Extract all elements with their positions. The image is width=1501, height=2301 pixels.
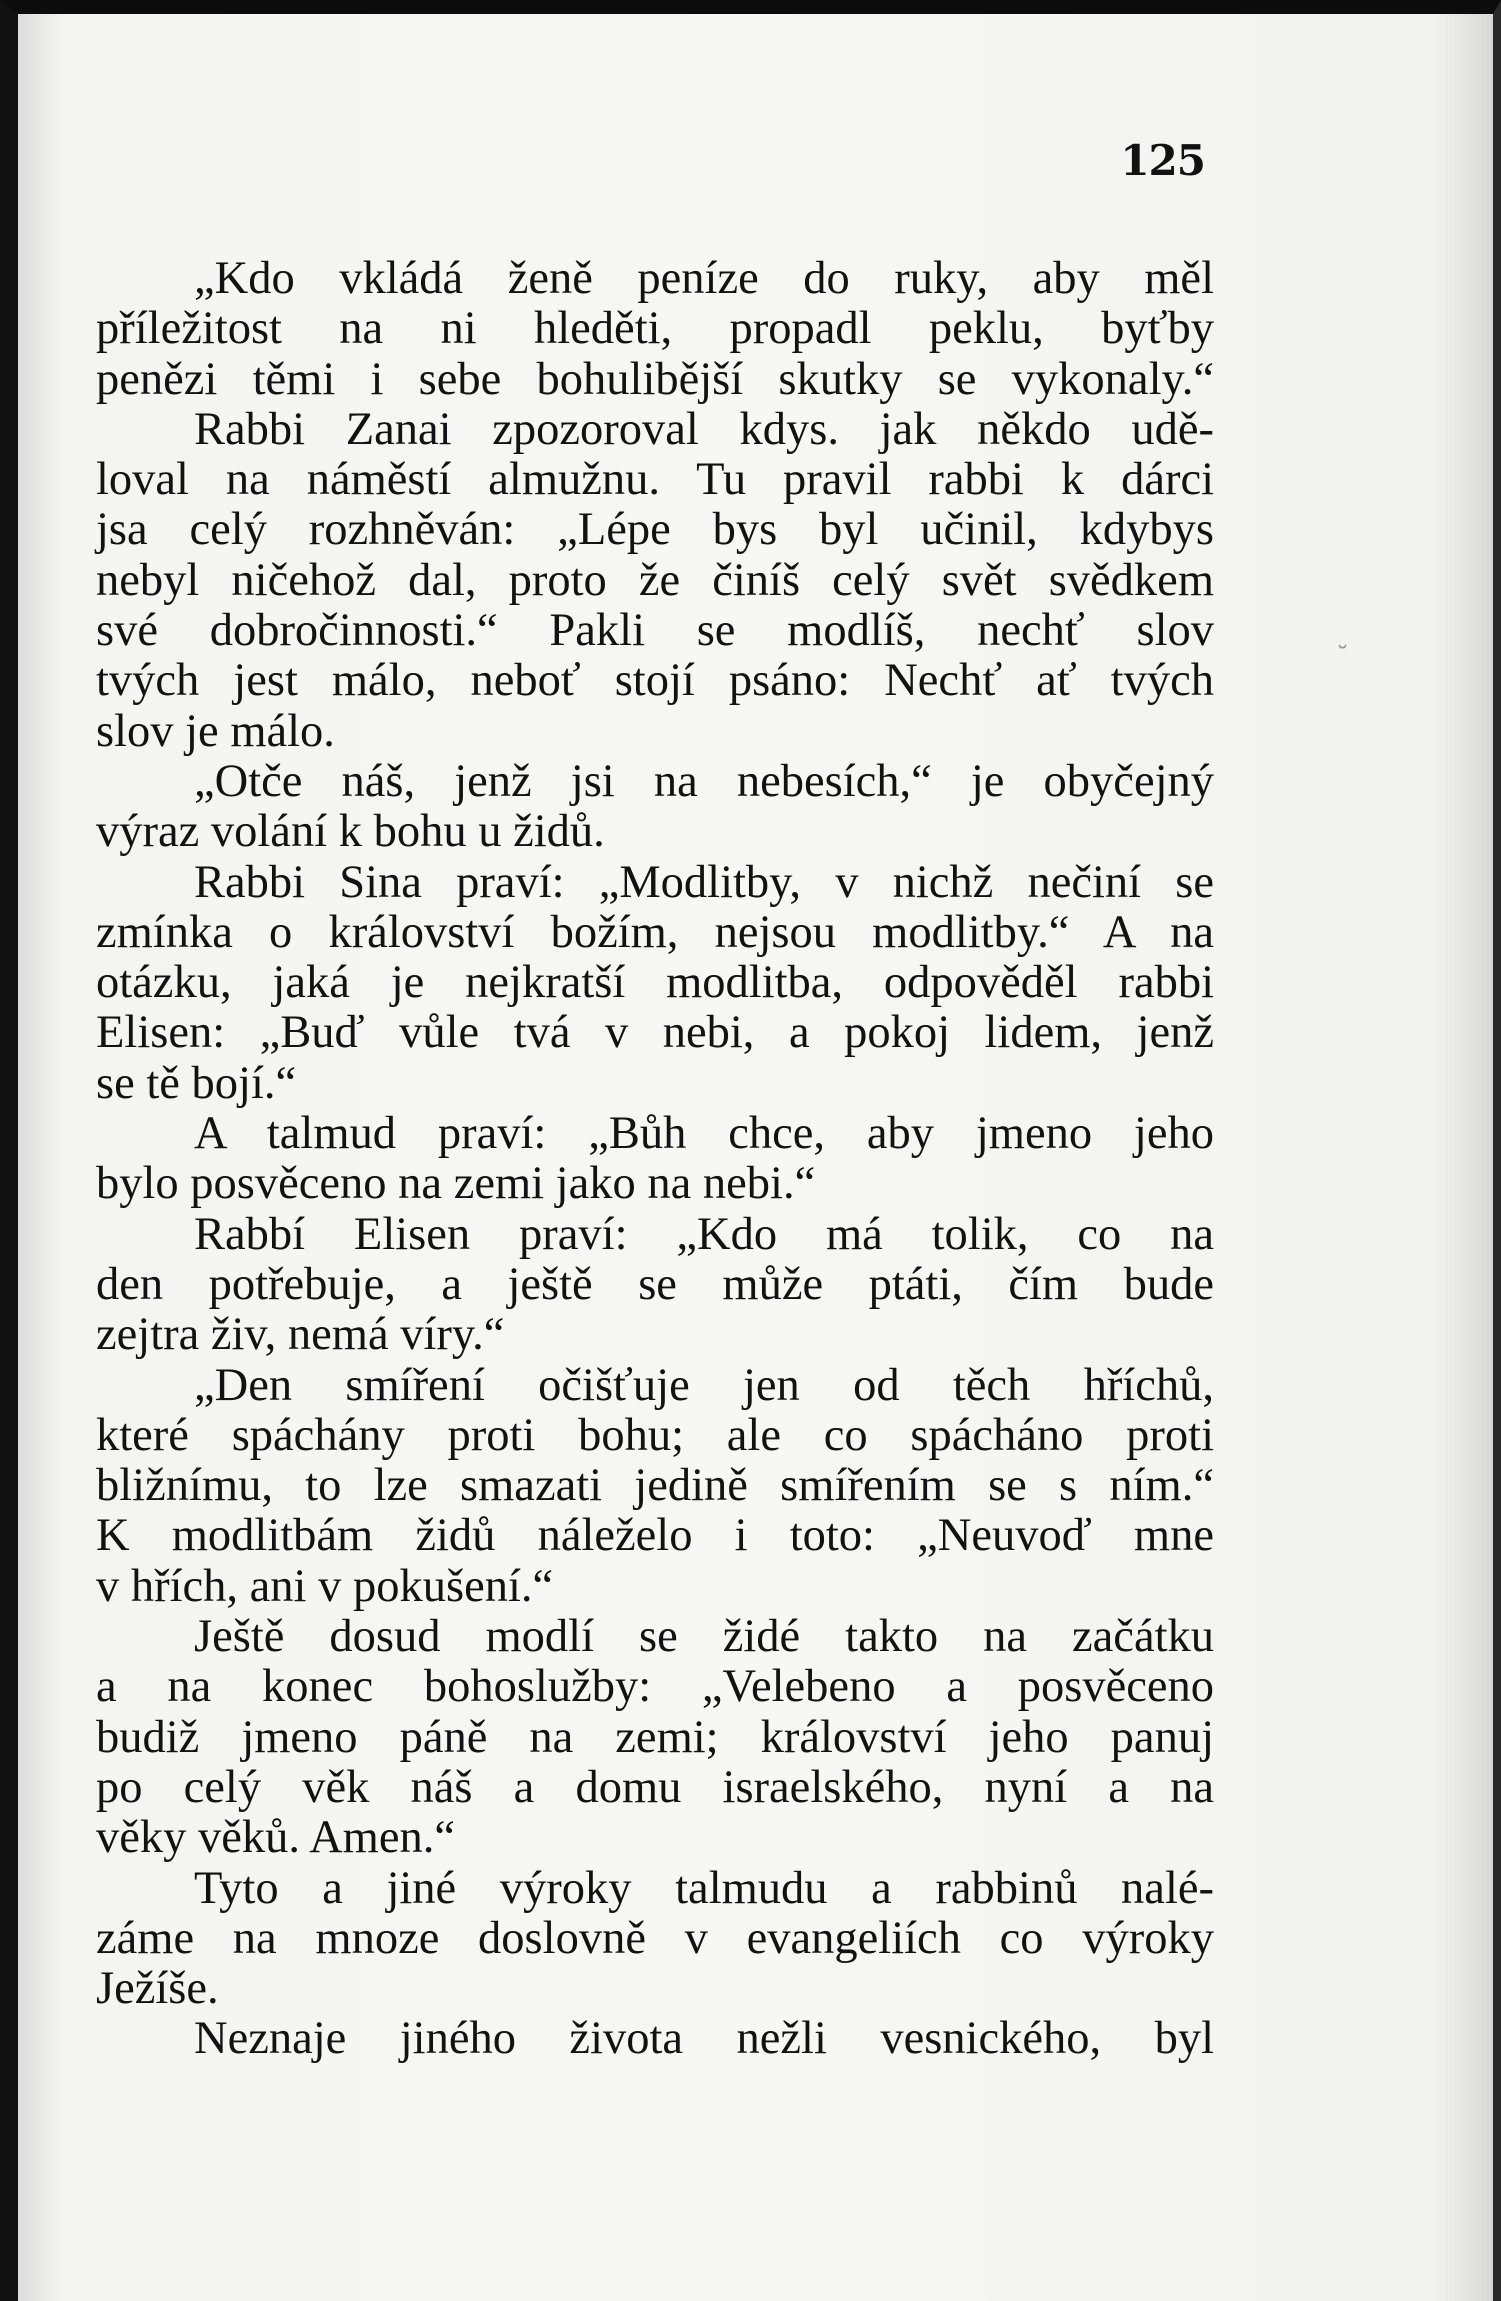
text-line: den potřebuje, a ještě se může ptáti, čím bude	[96, 1258, 1214, 1310]
text-line: Elisen: „Buď vůle tvá v nebi, a pokoj lidem, jenž	[96, 1007, 1214, 1059]
text-line: K modlitbám židů náleželo i toto: „Neuvoď mne	[96, 1510, 1214, 1562]
text-line: výraz volání k bohu u židů.	[96, 806, 605, 858]
text-line: tvých jest málo, neboť stojí psáno: Nechť ať tvých	[96, 655, 1214, 707]
text-line: se tě bojí.“	[96, 1057, 297, 1109]
text-line: A talmud praví: „Bůh chce, aby jmeno jeho	[194, 1108, 1214, 1160]
text-line: věky věků. Amen.“	[96, 1812, 455, 1864]
text-line: nebyl ničehož dal, proto že činíš celý svět svědkem	[96, 554, 1214, 606]
text-line: penězi těmi i sebe bohulibější skutky se vykonaly.“	[96, 353, 1214, 405]
text-line: Rabbí Elisen praví: „Kdo má tolik, co na	[194, 1208, 1214, 1260]
text-line: loval na náměstí almužnu. Tu pravil rabbi k dárci	[96, 454, 1214, 506]
text-line: Rabbi Zanai zpozoroval kdys. jak někdo udě-	[194, 403, 1214, 455]
text-line: Ještě dosud modlí se židé takto na začátku	[194, 1611, 1214, 1663]
text-line: Tyto a jiné výroky talmudu a rabbinů nalé-	[194, 1862, 1214, 1914]
text-line: otázku, jaká je nejkratší modlitba, odpověděl rabbi	[96, 957, 1214, 1009]
margin-mark: ˘	[1336, 642, 1349, 672]
text-line: budiž jmeno páně na zemi; království jeho panuj	[96, 1711, 1214, 1763]
text-line: Rabbi Sina praví: „Modlitby, v nichž nečiní se	[194, 856, 1214, 908]
text-line: Neznaje jiného života nežli vesnického, byl	[194, 2013, 1214, 2065]
text-line: Ježíše.	[96, 1963, 219, 2015]
text-line: a na konec bohoslužby: „Velebeno a posvěceno	[96, 1661, 1214, 1713]
text-line: bližnímu, to lze smazati jedině smířením se s ním.“	[96, 1460, 1214, 1512]
text-line: „Kdo vkládá ženě peníze do ruky, aby měl	[194, 253, 1214, 304]
text-line: slov je málo.	[96, 705, 335, 757]
text-line: své dobročinnosti.“ Pakli se modlíš, nechť slov	[96, 605, 1214, 657]
text-line: které spáchány proti bohu; ale co spácháno proti	[96, 1409, 1214, 1461]
text-line: bylo posvěceno na zemi jako na nebi.“	[96, 1158, 816, 1210]
text-line: po celý věk náš a domu israelského, nyní a na	[96, 1761, 1214, 1813]
body-text	[96, 254, 1214, 2065]
text-line: „Den smíření očišťuje jen od těch hříchů,	[194, 1359, 1214, 1411]
text-line: zmínka o království božím, nejsou modlitby.“ A na	[96, 906, 1214, 958]
text-line: zejtra živ, nemá víry.“	[96, 1309, 505, 1361]
text-line: záme na mnoze doslovně v evangeliích co výroky	[96, 1912, 1214, 1964]
text-line: v hřích, ani v pokušení.“	[96, 1560, 554, 1612]
text-line: jsa celý rozhněván: „Lépe bys byl učinil, kdybys	[96, 504, 1214, 556]
text-line: příležitost na ni hleděti, propadl peklu, byťby	[96, 303, 1214, 355]
text-line: „Otče náš, jenž jsi na nebesích,“ je obyčejný	[194, 755, 1214, 807]
page-number: 125	[1120, 136, 1205, 185]
